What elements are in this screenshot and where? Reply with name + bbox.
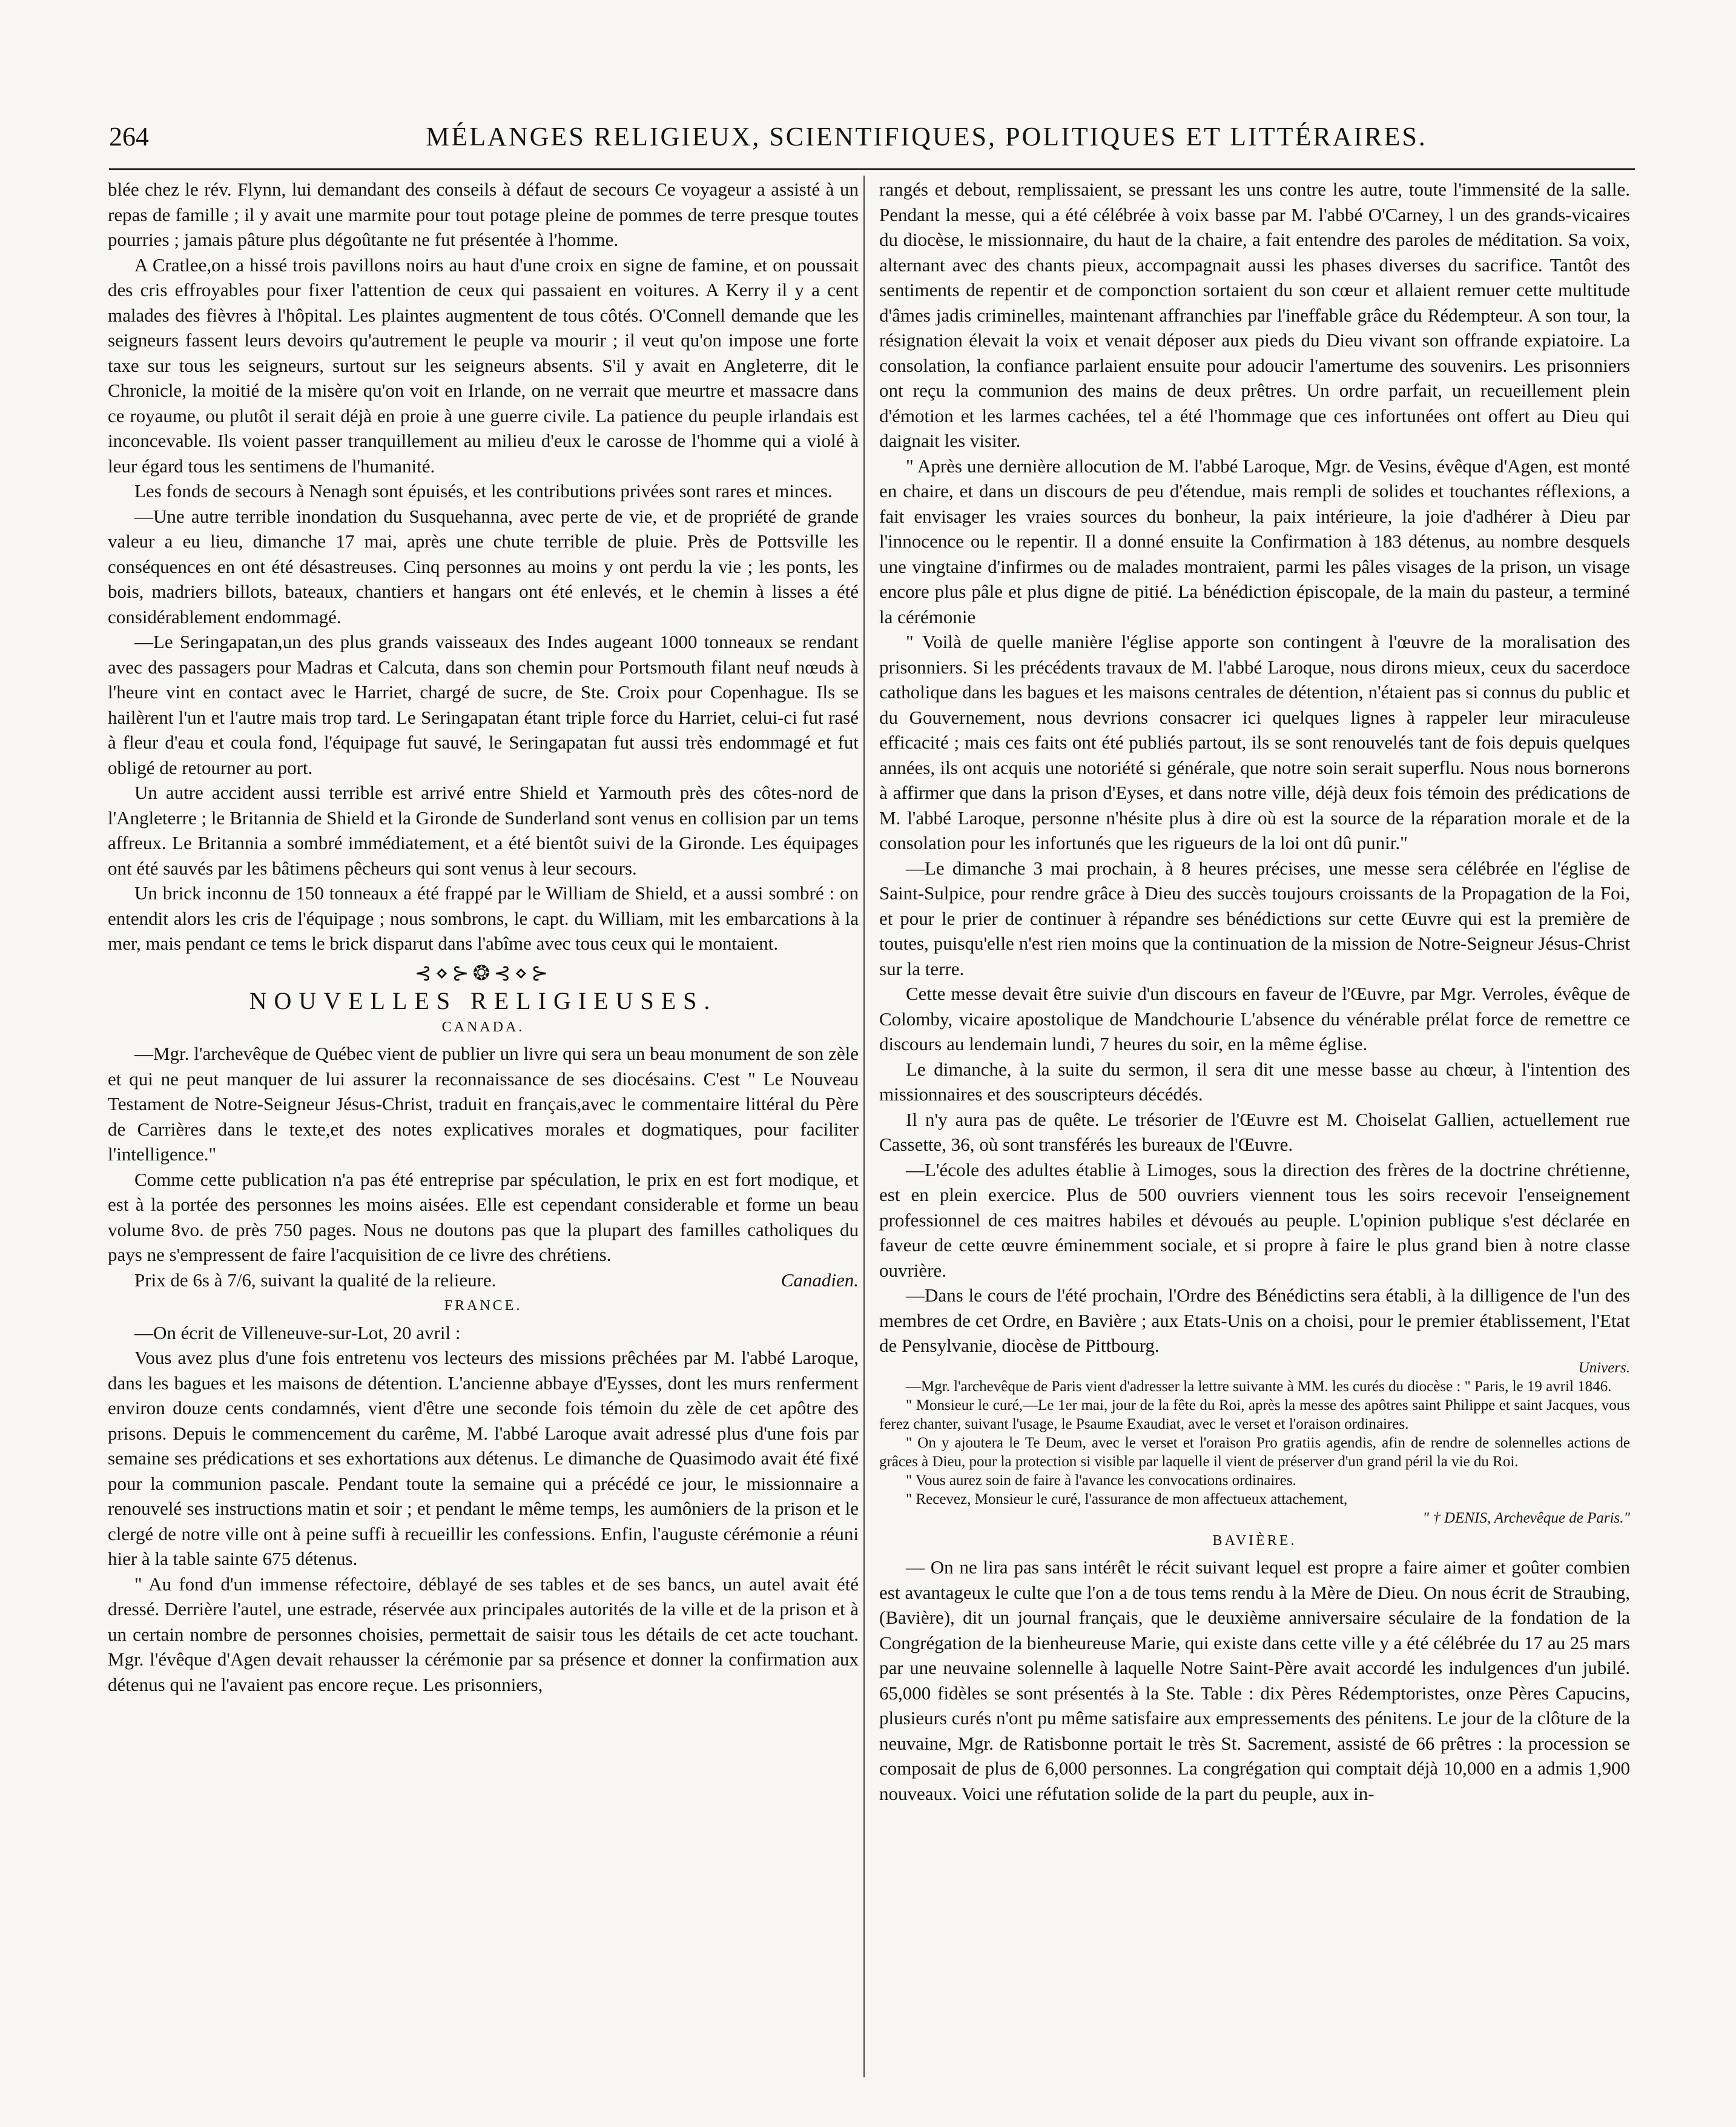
article-paragraph: Le dimanche, à la suite du sermon, il sera dit une messe basse au chœur, à l'intention des missionnaires et des souscripteurs décédés. xyxy=(879,1058,1630,1105)
letter-paragraph: " Vous aurez soin de faire à l'avance les convocations ordinaires. xyxy=(906,1472,1296,1489)
article-paragraph: " Au fond d'un immense réfectoire, déblayé de ses tables et de ses bancs, un autel avait été dressé. Derrière l'autel, une estrade, réservée aux principales autorités de la ville et de la prison et à un certain nombre de personnes choisies, permettait de saisir tous les détails de cet acte touchant. Mgr. l'évêque d'Agen devait rehausser la cérémonie par sa présence et donner la confirmation aux détenus qui ne l'avaient pas encore reçue. Les prisonniers, xyxy=(108,1573,859,1695)
article-paragraph: Les fonds de secours à Nenagh sont épuisés, et les contributions privées sont rares et minces. xyxy=(134,480,833,501)
price-line xyxy=(108,1268,859,1293)
letter-paragraph: " Monsieur le curé,—Le 1er mai, jour de la fête du Roi, après la messe des apôtres saint Philippe et saint Jacques, vous ferez chanter, suivant l'usage, le Psaume Exaudiat, avec le verset et l'oraison ordinaires. xyxy=(879,1397,1630,1432)
page-header xyxy=(109,121,1635,164)
letter-paragraph: —Mgr. l'archevêque de Paris vient d'adresser la lettre suivante à MM. les curés du diocèse : " Paris, le 19 avril 1846. xyxy=(906,1378,1612,1395)
source-credit: Univers. xyxy=(1578,1359,1630,1376)
right-column xyxy=(879,177,1630,2072)
article-paragraph: Comme cette publication n'a pas été entreprise par spéculation, le prix en est fort modique, et est à la portée des personnes les moins aisées. Elle est cependant considerable et forme un beau volume 8vo. de près 750 pages. Nous ne doutons pas que la plupart des familles catholiques du pays ne s'empressent de faire l'acquisition de ce livre des chrétiens. xyxy=(108,1168,859,1265)
section-title: NOUVELLES RELIGIEUSES. xyxy=(249,987,718,1014)
article-paragraph: Cette messe devait être suivie d'un discours en faveur de l'Œuvre, par Mgr. Verroles, évêque de Colomby, vicaire apostolique de Mandchourie L'absence du vénérable prélat force de remettre ce discours au lendemain lundi, 7 heures du soir, en la même église. xyxy=(879,983,1630,1054)
article-paragraph: —Le dimanche 3 mai prochain, à 8 heures précises, une messe sera célébrée en l'église de Saint-Sulpice, pour rendre grâce à Dieu des succès toujours croissants de la Propagation de la Foi, et pour le prier de continuer à répandre ses bénédictions sur cette Œuvre qui est la première de toutes, puisqu'elle n'est rien moins que la continuation de la mission de Notre-Seigneur Jésus-Christ sur la terre. xyxy=(879,857,1630,979)
article-paragraph: — On ne lira pas sans intérêt le récit suivant lequel est propre a faire aimer et goûter combien est avantageux le culte que l'on a de tous tems rendu à la Mère de Dieu. On nous écrit de Straubing, (Bavière), dit un journal français, que le deuxième anniversaire séculaire de la fondation de la Congrégation de la bienheureuse Marie, qui existe dans cette ville y a été célébrée du 17 au 25 mars par une neuvaine solennelle à laquelle Notre Saint-Père avait accordé les indulgences d'un jubilé. 65,000 fidèles se sont présentés à la Ste. Table : dix Pères Rédemptoristes, onze Pères Capucins, plusieurs curés n'ont pu même satisfaire aux empressements des pénitens. Le jour de la clôture de la neuvaine, Mgr. de Ratisbonne portait le très St. Sacrement, assisté de 66 prêtres : la procession se composait de plus de 6,000 personnes. La congrégation qui comptait déjà 10,000 en a admis 1,900 nouveaux. Voici une réfutation solide de la part du peuple, aux in- xyxy=(879,1556,1630,1804)
article-paragraph: Vous avez plus d'une fois entretenu vos lecteurs des missions prêchées par M. l'abbé Laroque, dans les bagues et les maisons de détention. L'ancienne abbaye d'Eysses, dont les murs renferment environ douze cents condamnés, vient d'être une seconde fois témoin du zèle de cet apôtre des prisons. Depuis le commencement du carême, M. l'abbé Laroque avait adressé plus d'une fois par semaine ses prédications et ses exhortations aux détenus. Le dimanche de Quasimodo avait été fixé pour la communion pascale. Pendant toute la semaine qui a précédé ce jour, le missionnaire a renouvelé ses instructions matin et soir ; et pendant le même temps, les aumôniers de la prison et le clergé de notre ville ont à peine suffi à recueillir les confessions. Enfin, l'auguste cérémonie a réuni hier à la table sainte 675 détenus. xyxy=(108,1347,859,1569)
article-paragraph: " Après une dernière allocution de M. l'abbé Laroque, Mgr. de Vesins, évêque d'Agen, est monté en chaire, et dans un discours de peu d'étendue, mais rempli de solides et touchantes réflexions, a fait envisager les vraies sources du bonheur, la paix intérieure, la joie d'adhérer à Dieu par l'innocence ou le repentir. Il a donné ensuite la Confirmation à 183 détenus, au nombre desquels une vingtaine d'infirmes ou de malades montraient, parmi les pâles visages de la prison, un visage encore plus pâle et plus digne de pitié. La bénédiction épiscopale, de la main du pasteur, a terminé la cérémonie xyxy=(879,455,1630,627)
article-paragraph: Un brick inconnu de 150 tonneaux a été frappé par le William de Shield, et a aussi sombré : on entendit alors les cris de l'équipage ; nous sombrons, le capt. du William, mit les embarcations à la mer, mais pendant ce tems le brick disparut dans l'abîme avec tous ceux qui le montaient. xyxy=(108,882,859,954)
letter-paragraph: " On y ajoutera le Te Deum, avec le verset et l'oraison Pro gratiis agendis, afin de rendre de solennelles actions de grâces à Dieu, pour la protection si visible par laquelle il vient de préserver d'un grand péril la vie du Roi. xyxy=(879,1434,1630,1470)
article-paragraph: rangés et debout, remplissaient, se pressant les uns contre les autre, toute l'immensité de la salle. Pendant la messe, qui a été célébrée à voix basse par M. l'abbé O'Carney, l un des grands-vicaires du diocèse, le missionnaire, du haut de la chaire, a fait entendre des paroles de méditation. Sa voix, alternant avec des chants pieux, accompagnait aussi les phases diverses du sacrifice. Tantôt des sentiments de repentir et de componction sortaient du son cœur et allaient remuer cette multitude d'âmes jadis criminelles, maintenant affranchies par l'ineffable grâce du Rédempteur. A son tour, la résignation élevait la voix et venait déposer aux pieds du Dieu vivant son offrande expiatoire. La consolation, la confiance parlaient ensuite pour adoucir l'amertume des souvenirs. Les prisonniers ont reçu la communion des mains de deux prêtres. Un ordre parfait, un recueillement plein d'émotion et les larmes cachées, tel a été l'hommage que ces infortunées ont offert au Dieu qui daignait les visiter. xyxy=(879,179,1630,451)
article-paragraph: Un autre accident aussi terrible est arrivé entre Shield et Yarmouth près des côtes-nord de l'Angleterre ; le Britannia de Shield et la Gironde de Sunderland sont venus en collision par un tems affreux. Le Britannia a sombré immédiatement, et a été bientôt suivi de la Gironde. Les équipages ont été sauvés par les bâtimens pêcheurs qui sont venus à leur secours. xyxy=(108,782,859,879)
letter-signature: " † DENIS, Archevêque de Paris." xyxy=(1422,1509,1630,1526)
article-paragraph: —Le Seringapatan,un des plus grands vaisseaux des Indes augeant 1000 tonneaux se rendant avec des passagers pour Madras et Calcuta, dans son chemin pour Portsmouth filant neuf nœuds à l'heure vint en contact avec le Harriet, chargé de sucre, de Ste. Croix pour Copenhague. Ils se hailèrent l'un et l'autre mais trop tard. Le Seringapatan étant triple force du Harriet, celui-ci fut rasé à fleur d'eau et coula fond, l'équipage fut sauvé, le Seringapatan fut aussi très endommagé et fut obligé de retourner au port. xyxy=(108,631,859,778)
price-text: Prix de 6s à 7/6, suivant la qualité de la relieure. xyxy=(134,1269,497,1291)
section-ornament: ⊰⋄⊱❂⊰⋄⊱ xyxy=(414,962,552,985)
article-paragraph: Il n'y aura pas de quête. Le trésorier de l'Œuvre est M. Choiselat Gallien, actuellement rue Cassette, 36, où sont transférés les bureaux de l'Œuvre. xyxy=(879,1108,1630,1155)
header-rule xyxy=(109,168,1635,170)
subsection-title-france: FRANCE. xyxy=(444,1298,523,1314)
article-paragraph: —Mgr. l'archevêque de Québec vient de publier un livre qui sera un beau monument de son zèle et qui ne peut manquer de lui assurer la reconnaissance de ses diocésains. C'est " Le Nouveau Testament de Notre-Seigneur Jésus-Christ, traduit en français,avec le commentaire littéral du Père de Carrières dans le texte,et des notes explicatives morales et dogmatiques, pour faciliter l'intelligence." xyxy=(108,1043,859,1165)
article-paragraph: A Cratlee,on a hissé trois pavillons noirs au haut d'une croix en signe de famine, et on poussait des cris effroyables pour fixer l'attention de ceux qui passaient en voitures. A Kerry il y a cent malades des fièvres à l'hôpital. Les plaintes augmentent de tous côtés. O'Connell demande que les seigneurs fassent leurs devoirs qu'autrement le peuple va mourir ; il veut qu'on impose une forte taxe sur tous les seigneurs, surtout sur les seigneurs absents. S'il y avait en Angleterre, dit le Chronicle, la moitié de la misère qu'on voit en Irlande, on ne verrait que meurtre et massacre dans ce royaume, ou plutôt il serait déjà en proie à une guerre civile. La patience du peuple irlandais est inconcevable. Ils voient passer tranquillement au milieu d'eux le carosse de l'homme qui a violé à leur égard tous les sentimens de l'humanité. xyxy=(108,254,859,477)
page-number: 264 xyxy=(109,122,149,151)
subsection-title-canada: CANADA. xyxy=(441,1019,525,1035)
article-paragraph: " Voilà de quelle manière l'église apporte son contingent à l'œuvre de la moralisation des prisonniers. Si les précédents travaux de M. l'abbé Laroque, nous dirons mieux, ceux du sacerdoce catholique dans les bagues et les maisons centrales de détention, n'étaient pas si connus du public et du Gouvernement, nous devrions consacrer ici quelques lignes à rappeler leur miraculeuse efficacité ; mais ces faits ont été publiés partout, ils se sont renouvelés tant de fois depuis quelques années, ils ont acquis une notoriété si générale, que notre soin serait superflu. Nous nous bornerons à affirmer que dans la prison d'Eyses, et dans notre ville, déjà deux fois témoin des prédications de M. l'abbé Laroque, personne n'hésite plus à dire où est la source de la réparation morale et de la consolation pour les infortunés que les rigueurs de la loi ont dû punir." xyxy=(879,631,1630,853)
article-paragraph: —Une autre terrible inondation du Susquehanna, avec perte de vie, et de propriété de grande valeur a eu lieu, dimanche 17 mai, après une chute terrible de pluie. Près de Pottsville les conséquences en ont été désastreuses. Cinq personnes au moins y ont perdu la vie ; les ponts, les bois, madriers billots, bateaux, chantiers et hangars ont été enlevés, et le chemin à lisses a été considérablement endommagé. xyxy=(108,505,859,627)
left-column xyxy=(108,177,859,2072)
article-paragraph: —L'école des adultes établie à Limoges, sous la direction des frères de la doctrine chrétienne, est en plein exercice. Plus de 500 ouvriers viennent tous les soirs recevoir l'enseignement professionnel de ces maitres habiles et dévoués au peuple. L'opinion publique s'est déclarée en faveur de cette œuvre éminemment sociale, et si propre à faire le plus grand bien à notre classe ouvrière. xyxy=(879,1159,1630,1281)
article-paragraph: —Dans le cours de l'été prochain, l'Ordre des Bénédictins sera établi, à la dilligence de l'un des membres de cet Ordre, en Bavière ; aux Etats-Unis on a choisi, pour le premier établissement, l'Etat de Pensylvanie, diocèse de Pittbourg. xyxy=(879,1285,1630,1356)
subsection-title-baviere: BAVIÈRE. xyxy=(1212,1532,1297,1549)
running-title: MÉLANGES RELIGIEUX, SCIENTIFIQUES, POLITIQUES ET LITTÉRAIRES. xyxy=(426,122,1427,151)
article-paragraph: blée chez le rév. Flynn, lui demandant des conseils à défaut de secours Ce voyageur a assisté à un repas de famille ; il y avait une marmite pour tout potage pleine de pommes de terre presque toutes pourries ; jamais pâture plus dégoûtante ne fut présentée à l'homme. xyxy=(108,179,859,250)
column-divider xyxy=(863,176,865,2077)
letter-paragraph: " Recevez, Monsieur le curé, l'assurance de mon affectueux attachement, xyxy=(906,1490,1348,1507)
source-credit: Canadien. xyxy=(781,1269,859,1291)
article-paragraph: —On écrit de Villeneuve-sur-Lot, 20 avril : xyxy=(134,1322,461,1343)
